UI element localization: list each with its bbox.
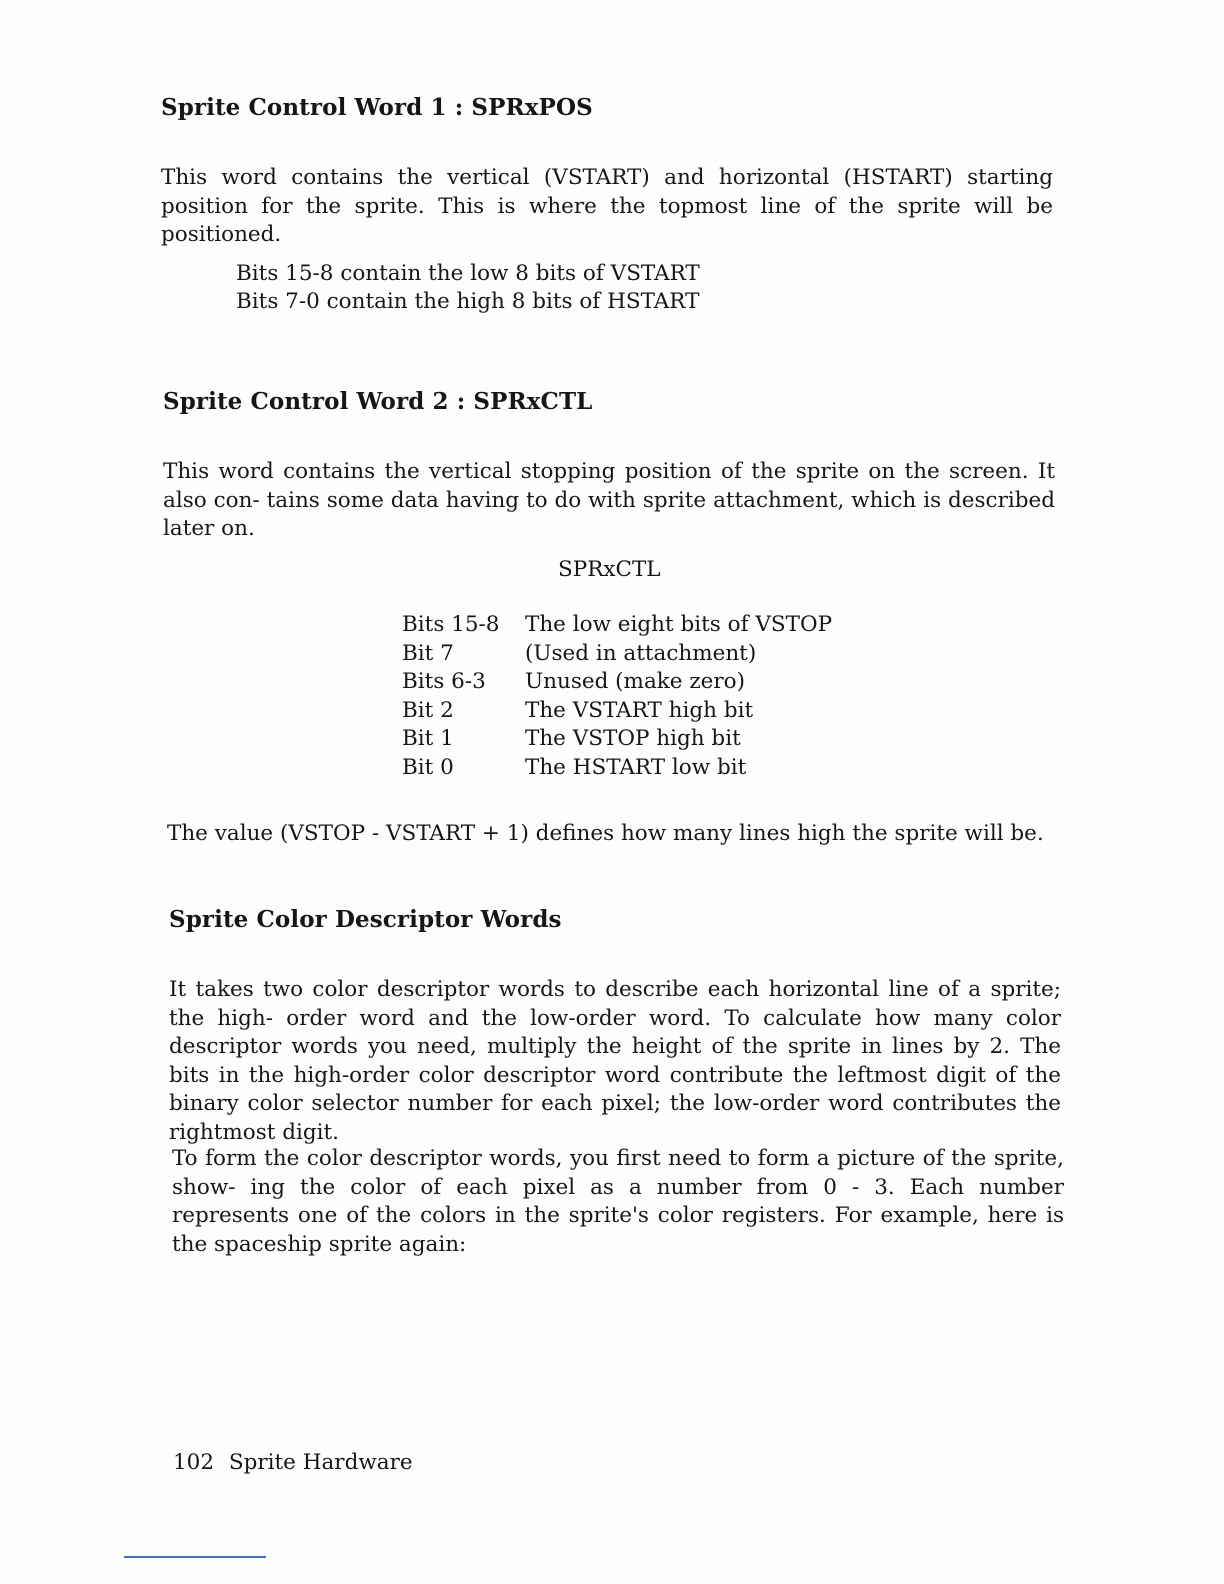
section3-paragraph-1: It takes two color descriptor words to describe each horizontal line of a sprite; the high- order word and the low-order word. To calculate how many color descriptor words you need, multiply the height of the sprite in lines by 2. The bits in the high-order color descriptor word contribute the leftmost digit of the binary color selector number for each pixel; the low-order word contributes the rightmost digit. bbox=[169, 977, 1061, 1145]
section2-heading: Sprite Control Word 2 : SPRxCTL bbox=[163, 388, 593, 415]
section1-paragraph: This word contains the vertical (VSTART) and horizontal (HSTART) starting position for the sprite. This is where the topmost line of the sprite will be positioned. bbox=[161, 165, 1053, 247]
table-row bbox=[402, 754, 832, 783]
section1-heading: Sprite Control Word 1 : SPRxPOS bbox=[161, 94, 593, 121]
page-footer bbox=[173, 1450, 413, 1475]
table-row bbox=[402, 725, 832, 754]
page-number: 102 bbox=[173, 1450, 215, 1475]
bits-cell: Bit 2 bbox=[402, 697, 454, 723]
desc-cell: Unused (make zero) bbox=[525, 669, 746, 694]
section2-paragraph: This word contains the vertical stopping position of the sprite on the screen. It also con- tains some data having to do with sprite attachment, which is described later on. bbox=[163, 459, 1055, 541]
bits-cell: Bits 15-8 bbox=[402, 612, 500, 637]
table-row bbox=[402, 668, 832, 697]
bits-cell: Bit 1 bbox=[402, 726, 454, 751]
desc-cell: The VSTART high bit bbox=[525, 697, 754, 723]
bit-table bbox=[402, 611, 832, 782]
scan-edge-line bbox=[124, 1556, 266, 1558]
table-row bbox=[402, 640, 832, 669]
bit-line-1: Bits 15-8 contain the low 8 bits of VSTART bbox=[236, 261, 700, 286]
desc-cell: (Used in attachment) bbox=[525, 640, 757, 666]
value-note: The value (VSTOP - VSTART + 1) defines how many lines high the sprite will be. bbox=[167, 821, 1044, 846]
desc-cell: The HSTART low bit bbox=[525, 754, 747, 780]
bits-cell: Bit 0 bbox=[402, 754, 454, 780]
table-row bbox=[402, 611, 832, 640]
section3-heading: Sprite Color Descriptor Words bbox=[169, 906, 562, 933]
table-title: SPRxCTL bbox=[558, 557, 661, 582]
table-row bbox=[402, 697, 832, 726]
desc-cell: The VSTOP high bit bbox=[525, 726, 741, 751]
chapter-title: Sprite Hardware bbox=[228, 1450, 413, 1475]
bits-cell: Bit 7 bbox=[402, 640, 454, 666]
bit-line-2: Bits 7-0 contain the high 8 bits of HSTART bbox=[236, 289, 700, 314]
bits-cell: Bits 6-3 bbox=[402, 669, 486, 694]
desc-cell: The low eight bits of VSTOP bbox=[525, 612, 833, 637]
section3-paragraph-2: To form the color descriptor words, you first need to form a picture of the sprite, show- ing the color of each pixel as a number from 0 - 3. Each number represents one of the colors in the sprite's color registers. For example, here is the spaceship sprite again: bbox=[172, 1146, 1064, 1257]
